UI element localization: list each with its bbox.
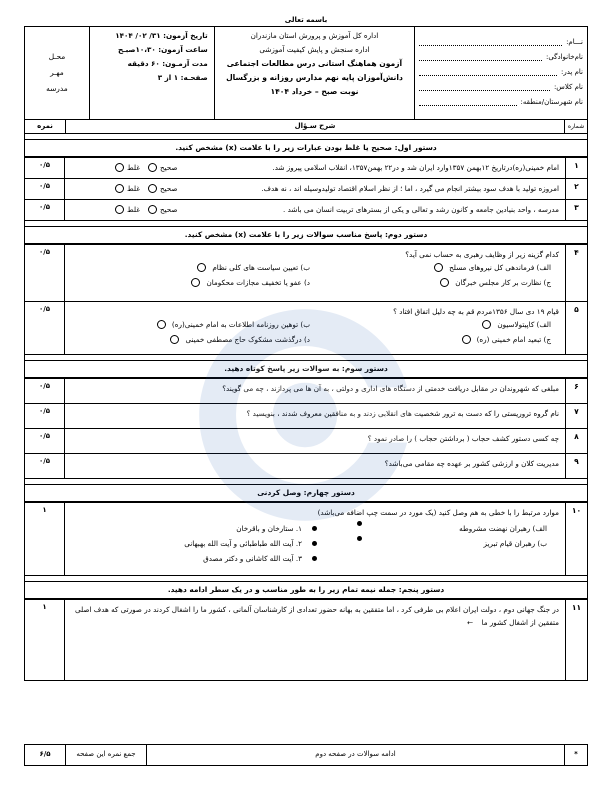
question-score: ۰/۵ bbox=[25, 158, 65, 178]
dot-icon[interactable] bbox=[357, 521, 362, 526]
question-number: ۳ bbox=[565, 200, 587, 220]
office-name: اداره سنجش و پایش کیفیت آموزشی bbox=[259, 45, 370, 54]
top-title: باسمه تعالی bbox=[284, 16, 328, 24]
multiple-choice bbox=[69, 318, 559, 346]
true-option[interactable]: صحیح bbox=[148, 203, 178, 216]
section-instruction: دستور پنجم: جمله نیمه تمام زیر را به طور مناسب و در یک سطر ادامه دهید. bbox=[25, 581, 587, 599]
col-score: نمره bbox=[25, 120, 66, 133]
arrow-left-icon: ← bbox=[467, 618, 474, 627]
true-option[interactable]: صحیح bbox=[148, 182, 178, 195]
question-row bbox=[25, 379, 587, 404]
question-score: ۰/۵ bbox=[25, 302, 65, 354]
page-total-label: جمع نمره این صفحه bbox=[66, 745, 147, 765]
radio-icon[interactable] bbox=[115, 184, 124, 193]
section-2 bbox=[25, 221, 587, 245]
continue-note: ادامه سوالات در صفحه دوم bbox=[315, 750, 396, 758]
radio-icon[interactable] bbox=[148, 163, 157, 172]
radio-icon[interactable] bbox=[148, 205, 157, 214]
dot-icon[interactable] bbox=[312, 526, 317, 531]
question-row bbox=[25, 302, 587, 355]
true-false-options bbox=[115, 182, 178, 195]
choice-option[interactable]: ج) تبعید امام خمینی (ره) bbox=[318, 333, 551, 346]
section-4 bbox=[25, 479, 587, 503]
choice-option[interactable]: د) درگذشت مشکوک حاج مصطفی خمینی bbox=[77, 333, 310, 346]
section-3 bbox=[25, 355, 587, 379]
question-score: ۰/۵ bbox=[25, 379, 65, 403]
column-header bbox=[25, 120, 587, 134]
question-score: ۰/۵ bbox=[25, 429, 65, 453]
radio-icon[interactable] bbox=[170, 335, 179, 344]
question-number: ۹ bbox=[565, 454, 587, 478]
true-false-options bbox=[115, 161, 178, 174]
question-number: ۱ bbox=[565, 158, 587, 178]
question-score: ۰/۵ bbox=[25, 179, 65, 199]
question-row bbox=[25, 404, 587, 429]
radio-icon[interactable] bbox=[197, 263, 206, 272]
question-row bbox=[25, 200, 587, 221]
footer-mark: * bbox=[564, 745, 587, 765]
question-text: در جنگ جهانی دوم ، دولت ایران اعلام بی طرفی کرد ، اما متفقین به بهانه حضور تعدادی از کارشناسان آلمانی ، کشور ما را اشغال کردند در صورتی که هدف اصلی متفقین از اشغال کشور ما bbox=[75, 605, 559, 627]
question-text: مدیریت کلان و ارزشی کشور بر عهده چه مقامی می‌باشد؟ bbox=[384, 459, 559, 468]
question-number: ۲ bbox=[565, 179, 587, 199]
question-score: ۱ bbox=[25, 600, 65, 680]
match-item[interactable]: ۱. ستارخان و باقرخان bbox=[77, 521, 317, 536]
section-5 bbox=[25, 576, 587, 600]
question-text: امام خمینی(ره)درتاریخ ۱۲بهمن ۱۳۵۷وارد ایران شد و در۲۲ بهمن۱۳۵۷، انقلاب اسلامی پیروز شد. bbox=[272, 163, 559, 172]
question-number: ۶ bbox=[565, 379, 587, 403]
question-number: ۴ bbox=[565, 245, 587, 301]
question-number: ۱۰ bbox=[565, 503, 587, 575]
dot-icon[interactable] bbox=[312, 556, 317, 561]
matching-column-left bbox=[77, 521, 317, 566]
question-score: ۰/۵ bbox=[25, 454, 65, 478]
question-row bbox=[25, 600, 587, 680]
org-name: اداره کل آموزش و پرورش استان مازندران bbox=[250, 31, 379, 40]
col-question: شرح سـؤال bbox=[294, 122, 336, 130]
student-info bbox=[415, 27, 587, 119]
exam-duration: مدت آزمـون: ۶۰ دقیقه bbox=[127, 59, 208, 68]
section-instruction: دستور دوم: پاسخ مناسب سوالات زیر را با علامت (x) مشخص کنید. bbox=[25, 226, 587, 244]
student-field[interactable]: نام شهرستان/منطقه: bbox=[419, 91, 583, 106]
exam-header bbox=[25, 27, 587, 120]
exam-frame bbox=[24, 26, 588, 681]
true-option[interactable]: صحیح bbox=[148, 161, 178, 174]
choice-option[interactable]: د) عفو یا تخفیف مجازات محکومان bbox=[77, 276, 310, 289]
question-number: ۷ bbox=[565, 404, 587, 428]
choice-option[interactable]: ج) نظارت بر کار مجلس خبرگان bbox=[318, 276, 551, 289]
question-row bbox=[25, 158, 587, 179]
section-1 bbox=[25, 134, 587, 158]
question-row bbox=[25, 179, 587, 200]
radio-icon[interactable] bbox=[115, 163, 124, 172]
question-text: کدام گزینه زیر از وظایف رهبری به حساب نمی آید؟ bbox=[405, 250, 559, 259]
exam-page bbox=[24, 14, 588, 681]
question-row bbox=[25, 503, 587, 576]
exam-session: نوبت صبح – خرداد ۱۴۰۴ bbox=[270, 87, 359, 96]
radio-icon[interactable] bbox=[191, 278, 200, 287]
exam-grade: دانش‌آموزان پایه نهم مدارس روزانه و بزرگسال bbox=[226, 73, 403, 82]
exam-time: ساعت آزمون: ۱۰،۳۰صبـح bbox=[117, 45, 208, 54]
match-item[interactable]: ب) رهبران قیام تبریز bbox=[357, 536, 547, 551]
false-option[interactable]: غلط bbox=[115, 182, 140, 195]
choice-option[interactable]: ب) توهین روزنامه اطلاعات به امام خمینی(ره) bbox=[77, 318, 310, 331]
question-score: ۰/۵ bbox=[25, 245, 65, 301]
exam-date: تاریخ آزمون: ۳۱/ ۰۲/ ۱۴۰۴ bbox=[115, 31, 208, 40]
radio-icon[interactable] bbox=[157, 320, 166, 329]
exam-title-block bbox=[214, 27, 416, 119]
radio-icon[interactable] bbox=[462, 335, 471, 344]
question-text: مبلغی که شهروندان در مقابل دریافت خدمتی از دستگاه های اداری و دولتی ، به آن ها می پردازند ، چه می گویند؟ bbox=[222, 384, 559, 393]
question-text: قیام ۱۹ دی سال ۱۳۵۶مردم قم به چه دلیل اتفاق افتاد ؟ bbox=[393, 307, 559, 316]
multiple-choice bbox=[69, 261, 559, 289]
student-field[interactable]: نـــام: bbox=[419, 31, 583, 46]
student-field[interactable]: نام کلاس: bbox=[419, 76, 583, 91]
question-number: ۱۱ bbox=[565, 600, 587, 680]
school-stamp-box: محـل مهـر مدرسه bbox=[25, 27, 90, 119]
question-number: ۵ bbox=[565, 302, 587, 354]
radio-icon[interactable] bbox=[115, 205, 124, 214]
true-false-options bbox=[115, 203, 178, 216]
false-option[interactable]: غلط bbox=[115, 161, 140, 174]
question-text: چه کسی دستور کشف حجاب ( برداشتن حجاب ) را صادر نمود ؟ bbox=[367, 434, 559, 443]
question-score: ۰/۵ bbox=[25, 404, 65, 428]
radio-icon[interactable] bbox=[148, 184, 157, 193]
col-number: شماره bbox=[564, 120, 587, 133]
question-text: موارد مرتبط را با خطی به هم وصل کنید (یک مورد در سمت چپ اضافه می‌باشد) bbox=[317, 508, 559, 517]
section-instruction: دستور چهارم: وصل کردنی bbox=[25, 484, 587, 502]
question-score: ۱ bbox=[25, 503, 65, 575]
matching-block bbox=[69, 519, 559, 568]
choice-option[interactable]: الف) فرماندهی کل نیروهای مسلح bbox=[318, 261, 551, 274]
question-row bbox=[25, 429, 587, 454]
match-item[interactable]: الف) رهبران نهضت مشروطه bbox=[357, 521, 547, 536]
radio-icon[interactable] bbox=[482, 320, 491, 329]
page-footer bbox=[24, 744, 588, 766]
student-field[interactable]: نام پدر: bbox=[419, 61, 583, 76]
section-instruction: دستور سوم: به سوالات زیر پاسخ کوتاه دهید. bbox=[25, 360, 587, 378]
dot-icon[interactable] bbox=[357, 536, 362, 541]
page-total-score: ۶/۵ bbox=[25, 745, 66, 765]
question-text: نام گروه تروریستی را که دست به ترور شخصیت های انقلابی زدند و به منافقین معروف شدند ، بنویسید ؟ bbox=[246, 409, 559, 418]
question-row bbox=[25, 454, 587, 479]
question-row bbox=[25, 245, 587, 302]
choice-option[interactable]: ب) تعیین سیاست های کلی نظام bbox=[77, 261, 310, 274]
false-option[interactable]: غلط bbox=[115, 203, 140, 216]
radio-icon[interactable] bbox=[434, 263, 443, 272]
match-item[interactable]: ۲. آیت الله طباطبائی و آیت الله بهبهانی bbox=[77, 536, 317, 551]
radio-icon[interactable] bbox=[440, 278, 449, 287]
question-score: ۰/۵ bbox=[25, 200, 65, 220]
match-item[interactable]: ۳. آیت الله کاشانی و دکتر مصدق bbox=[77, 551, 317, 566]
question-text: امروزه تولید با هدف سود بیشتر انجام می گیرد ، اما ؛ از نظر اسلام اقتصاد تولیدوسیله اند ، نه هدف. bbox=[261, 184, 559, 193]
section-instruction: دستور اول: صحیح یا غلط بودن عبارات زیر را با علامت (x) مشخص کنید. bbox=[25, 139, 587, 157]
exam-title: آزمون هماهنگ استانی درس مطالعات اجتماعی bbox=[226, 59, 403, 68]
choice-option[interactable]: الف) کاپیتولاسیون bbox=[318, 318, 551, 331]
student-field[interactable]: نام‌خانوادگی: bbox=[419, 46, 583, 61]
question-text: مدرسه ، واحد بنیادین جامعه و کانون رشد و تعالی و یکی از بسترهای تربیت انسان می باشد . bbox=[283, 205, 559, 214]
question-number: ۸ bbox=[565, 429, 587, 453]
page-number: صفحـه: ۱ از ۳ bbox=[157, 73, 208, 82]
exam-meta bbox=[90, 27, 214, 119]
dot-icon[interactable] bbox=[312, 541, 317, 546]
matching-column-right bbox=[357, 521, 547, 566]
